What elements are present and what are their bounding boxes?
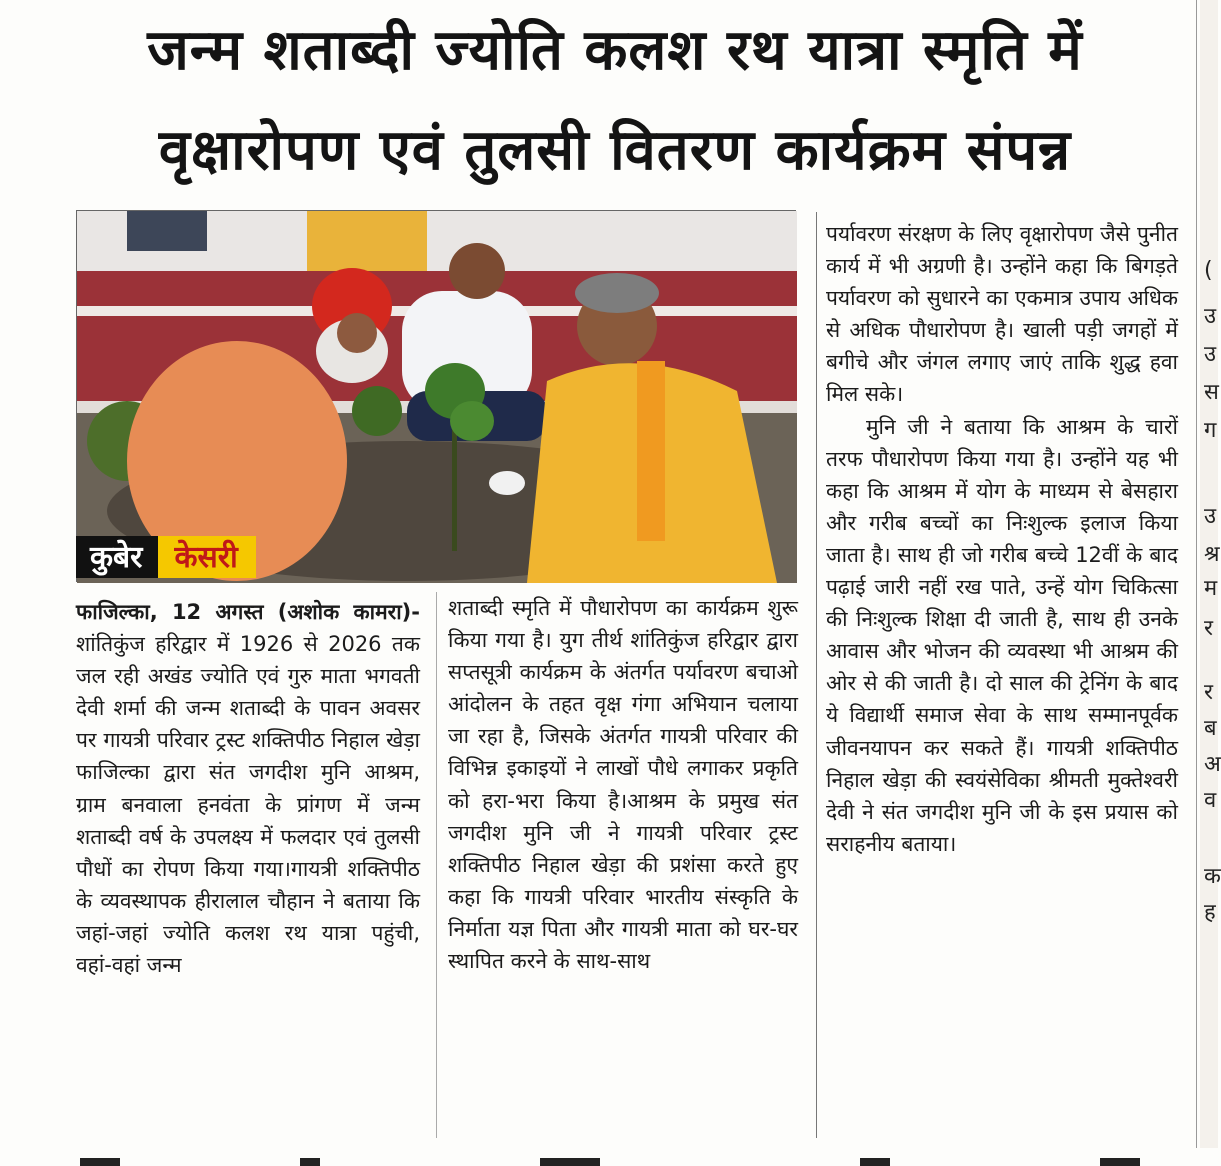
edge-letter: उ: [1204, 504, 1217, 529]
newspaper-masthead: [76, 536, 256, 578]
next-headline-fragment: [0, 1148, 1218, 1164]
news-photo: [76, 210, 796, 582]
edge-letter: उ: [1204, 342, 1217, 367]
edge-letter: क: [1204, 864, 1221, 889]
edge-letter: ग: [1204, 418, 1217, 443]
article-text-col1: शांतिकुंज हरिद्वार में 1926 से 2026 तक जल रही अखंड ज्योति एवं गुरु माता भगवती देवी शर्मा की जन्म शताब्दी के पावन अवसर पर गायत्री परिवार ट्रस्ट शक्तिपीठ निहाल खेड़ा फाजिल्का द्वारा संत जगदीश मुनि आश्रम, ग्राम बनवाला हनवंता के प्रांगण में जन्म शताब्दी वर्ष के उपलक्ष्य में फलदार एवं तुलसी पौधों का रोपण किया गया।गायत्री शक्तिपीठ के व्यवस्थापक हीरालाल चौहान ने बताया कि जहां-जहां ज्योति कलश रथ यात्रा पहुंची, वहां-वहां जन्म: [76, 632, 420, 978]
article-column-2: [448, 592, 798, 977]
column-divider: [816, 212, 817, 1138]
edge-letter: र: [1204, 616, 1213, 641]
edge-letter: व: [1204, 788, 1217, 813]
masthead-part-1: कुबेर: [76, 536, 158, 578]
article-column-3: [826, 218, 1178, 860]
photo-illustration: [77, 211, 797, 583]
adjacent-page-fragment: [1200, 0, 1221, 1164]
edge-letter: उ: [1204, 304, 1217, 329]
headline-line-1: जन्म शताब्दी ज्योति कलश रथ यात्रा स्मृति में: [147, 18, 1083, 83]
column-divider: [436, 592, 437, 1138]
masthead-part-2: केसरी: [158, 536, 255, 578]
article-text-col2: शताब्दी स्मृति में पौधारोपण का कार्यक्रम शुरू किया गया है। युग तीर्थ शांतिकुंज हरिद्वार द्वारा सप्तसूत्री कार्यक्रम के अंतर्गत पर्यावरण बचाओ आंदोलन के तहत वृक्ष गंगा अभियान चलाया जा रहा है, जिसके अंतर्गत गायत्री परिवार की विभिन्न इकाइयों ने लाखों पौधे लगाकर प्रकृति को हरा-भरा किया है।आश्रम के प्रमुख संत जगदीश मुनि जी ने गायत्री परिवार ट्रस्ट शक्तिपीठ निहाल खेड़ा की प्रशंसा करते हुए कहा कि गायत्री परिवार भारतीय संस्कृति के निर्माता यज्ञ पिता और गायत्री माता को घर-घर स्थापित करने के साथ-साथ: [448, 596, 798, 974]
edge-letter: स: [1204, 380, 1219, 405]
article-column-1: [76, 596, 420, 981]
edge-letter: म: [1204, 576, 1218, 601]
headline-line-2: वृक्षारोपण एवं तुलसी वितरण कार्यक्रम संपन्न: [158, 118, 1072, 183]
edge-letter: र: [1204, 680, 1213, 705]
edge-letter: ब: [1204, 716, 1217, 741]
article-text-col3-para2: मुनि जी ने बताया कि आश्रम के चारों तरफ पौधारोपण किया गया है। उन्होंने यह भी कहा कि आश्रम में योग के माध्यम से बेसहारा और गरीब बच्चों का निःशुल्क इलाज किया जाता है। साथ ही जो गरीब बच्चे 12वीं के बाद पढ़ाई जारी नहीं रख पाते, उन्हें योग चिकित्सा की निःशुल्क शिक्षा दी जाती है, साथ ही उनके आवास और भोजन की व्यवस्था भी आश्रम की ओर से की जाती है। दो साल की ट्रेनिंग के बाद ये विद्यार्थी समाज सेवा के साथ सम्मानपूर्वक जीवनयापन कर सकते हैं। गायत्री शक्तिपीठ निहाल खेड़ा की स्वयंसेविका श्रीमती मुक्तेश्वरी देवी ने संत जगदीश मुनि जी के इस प्रयास को सराहनीय बताया।: [826, 414, 1178, 856]
edge-letter: ह: [1204, 900, 1216, 925]
article-byline: फाजिल्का, 12 अगस्त (अशोक कामरा)-: [76, 600, 420, 624]
page-edge-divider: [1196, 0, 1197, 1164]
edge-letter: (: [1204, 258, 1213, 283]
article-text-col3-para1: पर्यावरण संरक्षण के लिए वृक्षारोपण जैसे पुनीत कार्य में भी अग्रणी है। उन्होंने कहा कि बिगड़ते पर्यावरण को सुधारने का एकमात्र उपाय अधिक से अधिक पौधारोपण है। खाली पड़ी जगहों में बगीचे और जंगल लगाए जाएं ताकि शुद्ध हवा मिल सके।: [826, 222, 1178, 407]
edge-letter: श्र: [1204, 542, 1220, 567]
edge-letter: अ: [1204, 752, 1221, 777]
